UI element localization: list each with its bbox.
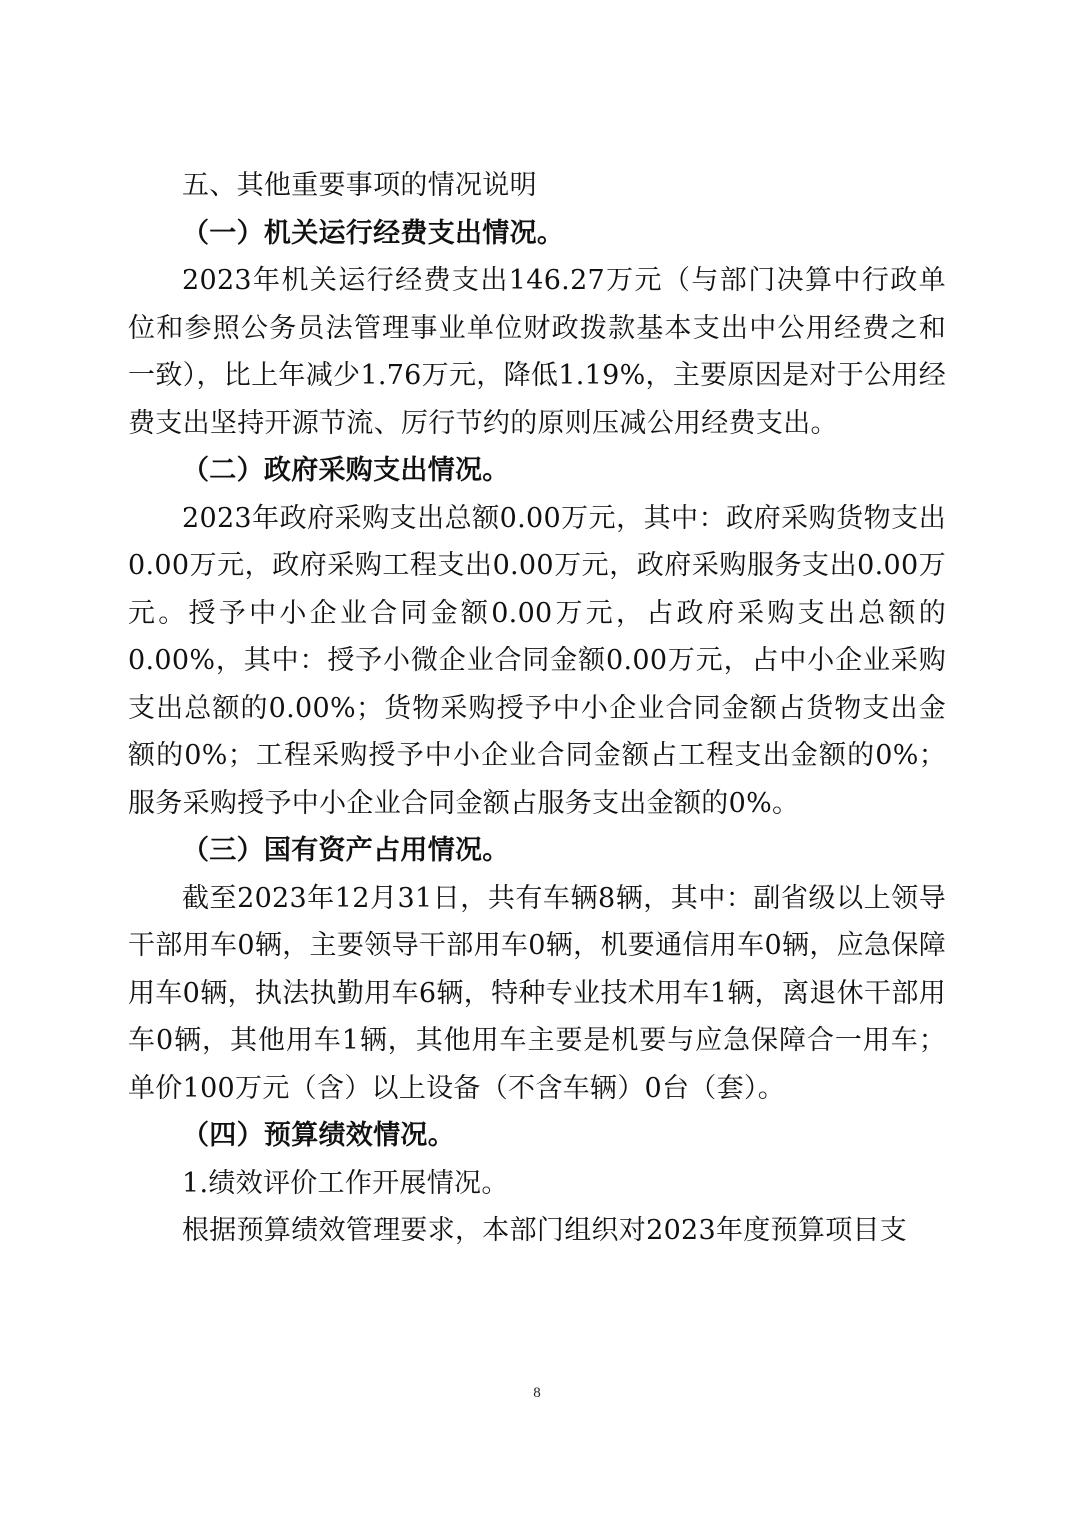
section-body-state-assets: 截至2023年12月31日，共有车辆8辆，其中：副省级以上领导干部用车0辆，主要领导干部用车0辆，机要通信用车0辆，应急保障用车0辆，执法执勤用车6辆，特种专业技术用车1辆，离退休干部用车0辆，其他用车1辆，其他用车主要是机要与应急保障合一用车；单价100万元（含）以上设备（不含车辆）0台（套）。: [128, 882, 946, 1104]
section-body-budget-performance: 根据预算绩效管理要求，本部门组织对2023年度预算项目支: [182, 1215, 908, 1246]
section-body-operating-expenses: 2023年机关运行经费支出146.27万元（与部门决算中行政单位和参照公务员法管理事业单位财政拨款基本支出中公用经费之和一致），比上年减少1.76万元，降低1.19%，主要原因是对于公用经费支出坚持开源节流、厉行节约的原则压减公用经费支出。: [128, 265, 946, 439]
section-heading-government-procurement: （二）政府采购支出情况。: [182, 455, 510, 486]
section-heading-operating-expenses: （一）机关运行经费支出情况。: [182, 217, 565, 249]
section-body-government-procurement: 2023年政府采购支出总额0.00万元，其中：政府采购货物支出0.00万元，政府采购工程支出0.00万元，政府采购服务支出0.00万元。授予中小企业合同金额0.00万元，占政府采购支出总额的0.00%，其中：授予小微企业合同金额0.00万元，占中小企业采购支出总额的0.00%；货物采购授予中小企业合同金额占货物支出金额的0%；工程采购授予中小企业合同金额占工程支出金额的0%；服务采购授予中小企业合同金额占服务支出金额的0%。: [128, 502, 946, 819]
main-heading: 五、其他重要事项的情况说明: [182, 170, 537, 201]
page-number: 8: [533, 1385, 541, 1401]
section-heading-budget-performance: （四）预算绩效情况。: [182, 1120, 455, 1151]
document-body: [128, 162, 946, 1255]
subheading-performance-evaluation: 1.绩效评价工作开展情况。: [182, 1167, 509, 1199]
section-heading-state-assets: （三）国有资产占用情况。: [182, 835, 510, 866]
